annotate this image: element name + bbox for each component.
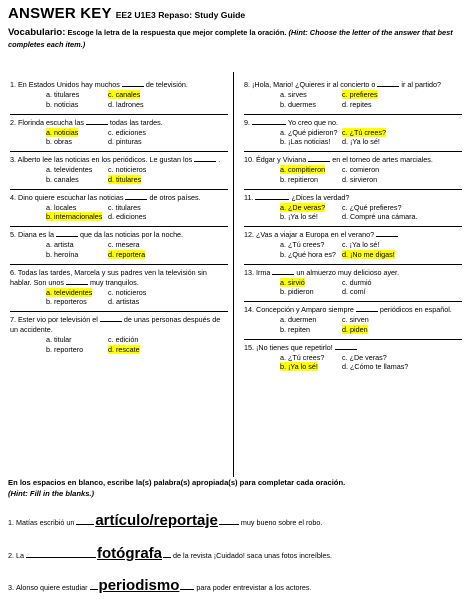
answer-option [342, 128, 432, 138]
answer-blank [100, 315, 122, 322]
option-text: b. canales [46, 174, 79, 184]
question-stem-end: de unas personas después de un accidente. [10, 315, 221, 335]
answer-option [280, 128, 342, 138]
answer-options [280, 165, 462, 184]
question-stem: ¡No tienes que repetirlo! [256, 342, 335, 352]
question-item [10, 193, 228, 223]
fill-underline [76, 524, 94, 525]
answer-blank [252, 118, 286, 125]
correct-answer-highlight: a. compitieron [280, 165, 326, 175]
answer-option [46, 100, 108, 110]
answer-option [46, 345, 108, 355]
option-text: c. sirven [342, 315, 369, 325]
question-separator [244, 189, 462, 190]
fill-underline [219, 524, 239, 525]
answer-options [46, 90, 228, 109]
answer-options [280, 278, 462, 297]
option-text: a. locales [46, 202, 77, 212]
answer-option [342, 287, 432, 297]
question-stem-end: periódicos en español. [377, 305, 452, 315]
question-stem-end: de televisión. [143, 80, 188, 89]
answer-option [280, 325, 342, 335]
question-item [10, 315, 228, 355]
answer-option [46, 288, 108, 298]
option-text: b. noticias [46, 99, 79, 109]
answer-option [108, 175, 198, 185]
question-stem-end: ¿Dices la verdad? [289, 192, 350, 202]
question-separator [10, 311, 228, 312]
fill-stem: Matías escribió un [16, 518, 77, 528]
question-number: 7. [10, 315, 18, 325]
hint-text: (Hint: Choose the letter of the answer that best completes each item.) [8, 28, 453, 49]
answer-option [108, 288, 198, 298]
answer-blank [56, 230, 78, 237]
option-text: c. durmió [342, 277, 372, 287]
question-stem: Alberto lee las noticias en los periódicos. Le gustan los [17, 155, 195, 165]
column-divider [233, 72, 234, 477]
answer-option [280, 212, 342, 222]
correct-answer-highlight: d. rescate [108, 345, 140, 355]
answer-blank [255, 193, 289, 200]
correct-answer-highlight: a. noticias [46, 127, 79, 137]
question-number: 13. [244, 267, 256, 277]
answer-blank [272, 268, 294, 275]
question-text [244, 80, 462, 90]
question-text [244, 268, 462, 278]
answer-option [280, 353, 342, 363]
option-text: a. duermen [280, 315, 317, 325]
question-stem-end: en el torneo de artes marciales. [330, 155, 433, 165]
answer-options [46, 165, 228, 184]
question-stem-end: de otros países. [147, 192, 201, 202]
answer-option [342, 353, 432, 363]
answer-options [46, 288, 228, 307]
question-stem: Florinda escucha las [18, 117, 86, 127]
question-item [244, 230, 462, 260]
fill-item [8, 576, 468, 596]
answer-option [108, 203, 198, 213]
fill-underline [163, 557, 171, 558]
answer-option [280, 240, 342, 250]
option-text: d. ladrones [108, 99, 144, 109]
answer-option [108, 250, 198, 260]
answer-option [280, 100, 342, 110]
question-separator [244, 226, 462, 227]
option-text: a. titulares [46, 90, 80, 100]
question-text [10, 268, 228, 288]
question-stem: Ester vio por televisión el [18, 315, 100, 325]
option-text: c. noticieros [108, 165, 147, 175]
option-text: b. heroína [46, 249, 79, 259]
correct-answer-highlight: a. ¿De veras? [280, 202, 326, 212]
answer-option [108, 345, 198, 355]
answer-option [342, 250, 432, 260]
fill-stem-end: para poder entrevistar a los actores. [194, 582, 312, 592]
question-stem-end: Yo creo que no. [286, 117, 338, 127]
title-row [8, 4, 468, 24]
question-number: 12. [244, 230, 256, 240]
option-text: c. mesera [108, 240, 140, 250]
answer-option [342, 203, 432, 213]
option-text: a. titular [46, 335, 72, 345]
question-stem: ¡Hola, Mario! ¿Quieres ir al concierto o [252, 80, 378, 89]
question-text [10, 118, 228, 128]
question-number: 8. [244, 80, 252, 89]
answer-option [342, 325, 432, 335]
fill-instructions-text: En los espacios en blanco, escribe la(s) palabra(s) apropiada(s) para completar cada oración. [8, 478, 346, 487]
answer-blank [86, 118, 108, 125]
question-separator [244, 264, 462, 265]
answer-option [342, 165, 432, 175]
question-stem: Édgar y Viviana [256, 155, 309, 165]
option-text: d. comí [342, 287, 366, 297]
question-stem: Concepción y Amparo siempre [256, 305, 356, 315]
fill-number: 3. [8, 582, 16, 592]
question-item [244, 193, 462, 223]
question-item [10, 268, 228, 308]
question-separator [10, 264, 228, 265]
correct-answer-highlight: d. titulares [108, 174, 142, 184]
answer-options [280, 240, 462, 259]
question-number: 6. [10, 267, 18, 277]
question-number: 1. [10, 80, 18, 89]
correct-answer-highlight: c. canales [108, 90, 141, 100]
correct-answer-highlight: d. reportera [108, 249, 146, 259]
answer-option [46, 297, 108, 307]
answer-option [280, 250, 342, 260]
question-number: 2. [10, 117, 18, 127]
answer-option [342, 212, 432, 222]
answer-blank [356, 305, 378, 312]
answer-option [46, 203, 108, 213]
question-item [10, 155, 228, 185]
answer-blank [194, 155, 216, 162]
question-stem-end: . [216, 155, 221, 165]
option-text: b. reportero [46, 345, 84, 355]
correct-answer-highlight: c. prefieres [342, 90, 378, 100]
answer-options [280, 315, 462, 334]
question-number: 15. [244, 342, 256, 352]
answer-option [342, 90, 432, 100]
fill-stem: Alonso quiere estudiar [16, 582, 90, 592]
question-number: 4. [10, 192, 18, 202]
option-text: a. sirves [280, 90, 307, 100]
question-item [244, 305, 462, 335]
answer-option [46, 250, 108, 260]
fill-item [8, 511, 468, 531]
question-separator [244, 301, 462, 302]
answer-blank [125, 193, 147, 200]
question-text [10, 315, 228, 335]
answer-option [46, 165, 108, 175]
answer-option [46, 90, 108, 100]
left-column [10, 80, 228, 359]
fill-number: 1. [8, 518, 16, 528]
answer-option [108, 297, 198, 307]
question-number: 14. [244, 305, 256, 315]
question-number: 3. [10, 155, 18, 165]
fill-hint-text: (Hint: Fill in the blanks.) [8, 488, 95, 498]
question-separator [10, 151, 228, 152]
question-text [10, 80, 228, 90]
question-text [244, 155, 462, 165]
fill-stem-end: de la revista ¡Cuidado! saca unas fotos increíbles. [171, 550, 333, 560]
answer-option [46, 240, 108, 250]
answer-blank [377, 80, 399, 87]
answer-blank [66, 278, 88, 285]
answer-option [108, 165, 198, 175]
answer-blank [376, 230, 398, 237]
question-stem: Dino quiere escuchar las noticias [18, 192, 126, 202]
answer-option [280, 203, 342, 213]
answer-option [342, 362, 432, 372]
question-number: 10. [244, 155, 256, 165]
question-stem-end: un almuerzo muy delicioso ayer. [294, 267, 400, 277]
question-item [244, 268, 462, 298]
option-text: c. comieron [342, 165, 380, 175]
fill-item [8, 544, 468, 564]
vocab-label: Vocabulario: [8, 27, 66, 39]
question-separator [10, 114, 228, 115]
option-text: b. reporteros [46, 297, 87, 307]
option-text: b. duermes [280, 99, 316, 109]
answer-options [46, 128, 228, 147]
fill-underline [90, 589, 98, 590]
question-separator [10, 226, 228, 227]
answer-options [280, 90, 462, 109]
answer-option [46, 175, 108, 185]
question-item [10, 80, 228, 110]
question-stem: Irma [256, 267, 273, 277]
option-text: d. pinturas [108, 137, 142, 147]
fill-in-section [8, 478, 468, 596]
answer-option [342, 315, 432, 325]
question-item [10, 230, 228, 260]
question-text [10, 193, 228, 203]
question-item [244, 343, 462, 373]
option-text: b. ¿Qué hora es? [280, 249, 336, 259]
option-text: c. ¿De veras? [342, 352, 387, 362]
option-text: d. repites [342, 99, 372, 109]
answer-option [342, 137, 432, 147]
question-stem: En Estados Unidos hay muchos [18, 80, 122, 89]
answer-option [342, 240, 432, 250]
option-text: d. artistas [108, 297, 140, 307]
answer-option [108, 128, 198, 138]
option-text: a. ¿Qué pidieron? [280, 127, 338, 137]
question-separator [244, 114, 462, 115]
answer-options [280, 353, 462, 372]
correct-answer-highlight: a. sirvió [280, 277, 305, 287]
option-text: d. ¡Ya lo sé! [342, 137, 380, 147]
answer-option [108, 335, 198, 345]
question-stem-end: que da las noticias por la noche. [77, 230, 184, 240]
option-text: a. ¿Tú crees? [280, 352, 325, 362]
fill-underline [180, 589, 194, 590]
question-separator [244, 339, 462, 340]
question-stem: ¿Vas a viajar a Europa en el verano? [256, 230, 377, 240]
option-text: b. ¡Ya lo sé! [280, 212, 318, 222]
answer-option [280, 362, 342, 372]
question-stem-end: ir al partido? [399, 80, 441, 89]
option-text: c. titulares [108, 202, 141, 212]
question-text [10, 230, 228, 240]
option-text: b. pidieron [280, 287, 314, 297]
option-text: c. noticieros [108, 287, 147, 297]
answer-blank [122, 80, 144, 87]
option-text: b. repitieron [280, 174, 318, 184]
answer-option [108, 100, 198, 110]
question-text [244, 305, 462, 315]
question-item [244, 155, 462, 185]
correct-answer-highlight: b. internacionales [46, 212, 103, 222]
answer-options [46, 240, 228, 259]
option-text: b. repiten [280, 324, 310, 334]
question-item [10, 118, 228, 148]
question-text [244, 230, 462, 240]
question-text [244, 343, 462, 353]
fill-stem-end: muy bueno sobre el robo. [238, 518, 323, 528]
answer-option [342, 175, 432, 185]
answer-blank [335, 343, 357, 350]
option-text: c. ¡Ya lo sé! [342, 240, 380, 250]
question-text [244, 118, 462, 128]
page-title: ANSWER KEY [8, 5, 112, 22]
correct-answer-highlight: d. ¡No me digas! [342, 249, 395, 259]
answer-option [46, 128, 108, 138]
fill-answer: periodismo [98, 576, 180, 594]
answer-option [280, 175, 342, 185]
question-number: 5. [10, 230, 18, 240]
answer-option [108, 90, 198, 100]
vocab-instructions [8, 26, 468, 50]
option-text: b. obras [46, 137, 72, 147]
answer-option [46, 212, 108, 222]
answer-options [280, 128, 462, 147]
correct-answer-highlight: a. televidentes [46, 287, 93, 297]
answer-options [46, 335, 228, 354]
fill-answer: artículo/reportaje [95, 512, 218, 530]
question-item [244, 80, 462, 110]
answer-option [342, 278, 432, 288]
option-text: d. ¿Cómo te llamas? [342, 362, 409, 372]
fill-underline [26, 557, 96, 558]
fill-stem: La [16, 550, 26, 560]
answer-options [280, 203, 462, 222]
question-text [244, 193, 462, 203]
question-number: 9. [244, 117, 252, 127]
option-text: c. edición [108, 335, 139, 345]
question-item [244, 118, 462, 148]
answer-option [280, 315, 342, 325]
option-text: d. sirvieron [342, 174, 378, 184]
question-stem-end: muy tranquilos. [87, 277, 139, 287]
question-separator [244, 151, 462, 152]
option-text: d. Compré una cámara. [342, 212, 418, 222]
question-stem-end: todas las tardes. [107, 117, 163, 127]
answer-option [108, 240, 198, 250]
instructions-text: Escoge la letra de la respuesta que mejor complete la oración. [67, 28, 287, 38]
answer-option [46, 137, 108, 147]
fill-number: 2. [8, 550, 16, 560]
question-separator [10, 189, 228, 190]
answer-option [280, 278, 342, 288]
correct-answer-highlight: b. ¡Ya lo sé! [280, 362, 318, 372]
answer-option [280, 165, 342, 175]
answer-option [46, 335, 108, 345]
fill-instructions [8, 478, 468, 499]
question-number: 11. [244, 192, 256, 202]
answer-option [342, 100, 432, 110]
answer-option [280, 90, 342, 100]
answer-blank [308, 155, 330, 162]
answer-options [46, 203, 228, 222]
answer-option [108, 137, 198, 147]
fill-items [8, 511, 468, 596]
question-stem: Todas las tardes, Marcela y sus padres ven la televisión sin hablar. Son unos [10, 267, 207, 287]
correct-answer-highlight: d. piden [342, 324, 368, 334]
correct-answer-highlight: c. ¿Tú crees? [342, 127, 386, 137]
header [8, 4, 468, 50]
option-text: c. ediciones [108, 127, 146, 137]
fill-answer: fotógrafa [97, 544, 162, 562]
answer-option [280, 137, 342, 147]
option-text: a. ¿Tú crees? [280, 240, 325, 250]
option-text: c. ¿Qué prefieres? [342, 202, 402, 212]
question-stem: Diana es la [18, 230, 56, 240]
answer-option [108, 212, 198, 222]
option-text: b. ¡Las noticias! [280, 137, 331, 147]
option-text: a. artista [46, 240, 74, 250]
option-text: a. televidentes [46, 165, 93, 175]
right-column [244, 80, 462, 376]
answer-option [280, 287, 342, 297]
question-text [10, 155, 228, 165]
option-text: d. ediciones [108, 212, 147, 222]
page-subtitle: EE2 U1E3 Repaso: Study Guide [115, 10, 246, 20]
